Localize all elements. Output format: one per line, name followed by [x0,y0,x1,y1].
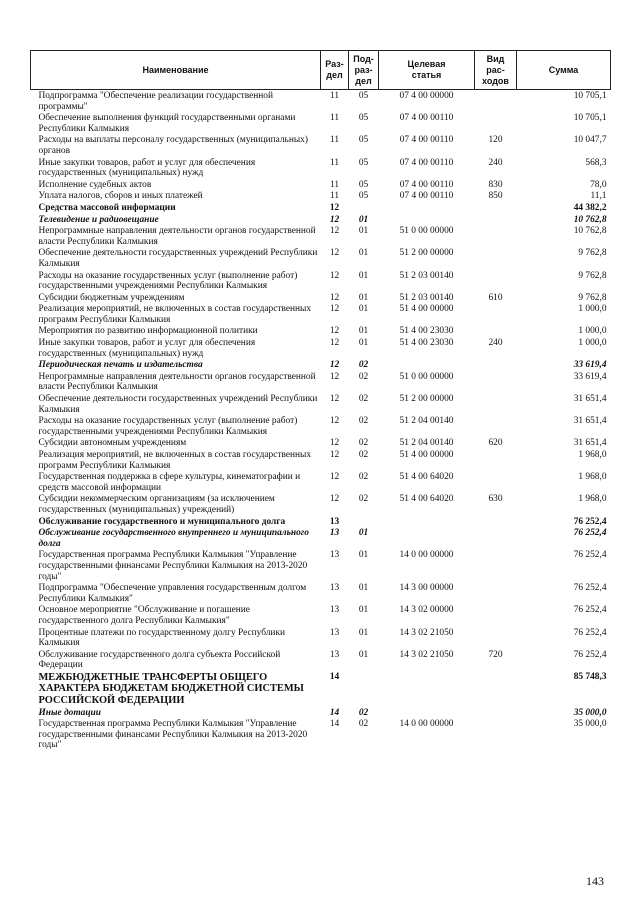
cell-expense-type: 240 [488,338,503,349]
table-row [31,360,611,372]
cell-expense-type [475,394,517,416]
cell-podrazdel: 01 [358,214,369,225]
cell-name: Телевидение и радиовещание [38,214,159,225]
cell-podrazdel: 01 [358,338,369,349]
cell-razdel: 12 [329,450,340,460]
cell-sum: 33 619,4 [573,360,607,371]
table-row [31,135,611,157]
cell-target-article [379,203,475,215]
cell-podrazdel: 02 [358,438,369,449]
cell-expense-type [475,719,517,752]
cell-sum: 11,1 [590,191,607,202]
cell-name: Расходы на оказание государственных услуг (выполнение работ) государственными учреждениями Республики Калмыкия [38,416,298,437]
header-expense-type-label: Вид рас- ходов [482,53,509,86]
cell-sum: 78,0 [590,179,607,190]
cell-name: Мероприятия по развитию информационной политики [38,326,258,337]
table-row [31,583,611,605]
cell-expense-type [475,326,517,338]
cell-target-article: 07 4 00 00110 [399,113,454,124]
cell-sum: 1 968,0 [578,450,607,460]
cell-target-article: 51 4 00 64020 [399,494,454,505]
cell-expense-type [475,672,517,708]
cell-target-article: 14 3 02 00000 [399,605,454,616]
cell-expense-type [475,304,517,326]
cell-sum: 1 000,0 [578,304,607,315]
cell-sum: 9 762,8 [578,292,607,303]
table-row [31,650,611,672]
cell-target-article [379,360,475,372]
cell-razdel: 12 [329,394,340,405]
table-row [31,248,611,270]
cell-name: Субсидии бюджетным учреждениям [38,292,185,303]
cell-expense-type: 850 [488,191,503,202]
cell-target-article: 14 0 00 00000 [399,719,454,730]
cell-name: Уплата налогов, сборов и иных платежей [38,191,203,202]
cell-podrazdel: 02 [358,371,369,382]
cell-expense-type [475,583,517,605]
cell-expense-type: 630 [488,494,503,505]
cell-target-article [379,517,475,529]
cell-target-article: 07 4 00 00110 [399,179,454,190]
cell-podrazdel [349,672,379,708]
table-row [31,394,611,416]
cell-expense-type: 720 [488,649,503,660]
budget-table [30,50,611,752]
table-row [31,191,611,203]
cell-name: Непрограммные направления деятельности органов государственной власти Республики Калмыкия [38,226,316,247]
table-row [31,226,611,248]
cell-podrazdel: 02 [358,719,369,730]
cell-razdel: 12 [329,338,340,349]
cell-sum: 33 619,4 [573,371,607,382]
cell-expense-type [475,450,517,472]
cell-sum: 10 762,8 [573,214,607,225]
cell-target-article: 51 4 00 23030 [399,338,454,349]
cell-expense-type: 610 [488,292,503,303]
cell-name: Подпрограмма "Обеспечение реализации государственной программы" [38,91,273,112]
cell-sum: 76 252,4 [573,583,607,594]
cell-sum: 35 000,0 [573,707,607,718]
cell-podrazdel: 05 [358,113,369,124]
cell-podrazdel: 02 [358,450,369,460]
table-row [31,517,611,529]
cell-razdel: 12 [329,360,340,371]
cell-podrazdel: 02 [358,416,369,427]
cell-podrazdel: 01 [358,270,369,281]
cell-target-article [379,215,475,227]
cell-target-article [379,708,475,720]
table-row [31,416,611,438]
table-row [31,372,611,394]
cell-sum: 1 000,0 [578,338,607,349]
cell-sum: 1 968,0 [578,472,607,483]
cell-podrazdel: 02 [358,707,369,718]
cell-name: Реализация мероприятий, не включенных в состав государственных программ Республики Калмыкия [38,304,312,325]
cell-target-article: 07 4 00 00110 [399,191,454,202]
cell-name: Расходы на выплаты персоналу государственных (муниципальных) органов [38,135,308,156]
cell-sum: 85 748,3 [573,671,607,682]
table-row [31,628,611,650]
cell-name: Иные закупки товаров, работ и услуг для обеспечения государственных (муниципальных) нужд [38,338,256,359]
cell-podrazdel [349,203,379,215]
cell-razdel: 11 [329,113,340,124]
table-row [31,605,611,627]
cell-expense-type [475,605,517,627]
header-podrazdel-label: Под- раз- дел [353,53,374,86]
cell-target-article: 51 2 03 00140 [399,292,454,303]
cell-target-article: 51 2 03 00140 [399,270,454,281]
cell-expense-type [475,203,517,215]
cell-podrazdel: 02 [358,494,369,505]
cell-podrazdel: 01 [358,583,369,594]
cell-podrazdel: 01 [358,304,369,315]
cell-name: МЕЖБЮДЖЕТНЫЕ ТРАНСФЕРТЫ ОБЩЕГО ХАРАКТЕРА БЮДЖЕТАМ БЮДЖЕТНОЙ СИСТЕМЫ РОССИЙСКОЙ ФЕДЕРАЦИИ [38,671,304,707]
header-sum-label: Сумма [548,64,579,75]
cell-razdel: 12 [329,214,340,225]
cell-target-article: 14 3 02 21050 [399,649,454,660]
cell-razdel: 12 [329,270,340,281]
cell-razdel: 14 [329,707,340,718]
cell-podrazdel: 01 [358,292,369,303]
cell-name: Процентные платежи по государственному долгу Республики Калмыкия [38,627,286,649]
cell-expense-type [475,372,517,394]
cell-name: Государственная программа Республики Калмыкия "Управление государственными финансами Республики Калмыкия на 2013-2020 годы" [38,550,308,582]
cell-razdel: 12 [329,438,340,449]
cell-target-article: 07 4 00 00110 [399,157,454,168]
cell-name: Обслуживание государственного долга субъекта Российской Федерации [38,649,281,671]
cell-sum: 31 651,4 [573,438,607,449]
table-header-row [31,51,611,90]
cell-podrazdel: 01 [358,528,369,539]
table-row [31,438,611,450]
cell-target-article: 51 0 00 00000 [399,226,454,237]
cell-razdel: 12 [329,226,340,237]
cell-razdel: 13 [329,649,340,660]
cell-name: Обслуживание государственного и муниципального долга [38,516,286,527]
cell-razdel: 13 [329,550,340,561]
cell-target-article: 14 3 02 21050 [399,627,454,638]
cell-target-article [379,672,475,708]
cell-name: Подпрограмма "Обеспечение управления государственным долгом Республики Калмыкия" [38,583,307,604]
cell-razdel: 13 [329,516,340,527]
cell-podrazdel: 01 [358,627,369,638]
cell-expense-type [475,113,517,135]
cell-name: Расходы на оказание государственных услуг (выполнение работ) государственными учреждениями Республики Калмыкия [38,270,298,292]
cell-podrazdel: 01 [358,550,369,561]
cell-sum: 10 762,8 [573,226,607,237]
cell-podrazdel: 01 [358,605,369,616]
cell-sum: 10 705,1 [573,91,607,101]
cell-podrazdel: 01 [358,649,369,660]
cell-sum: 76 252,4 [573,605,607,616]
cell-name: Иные закупки товаров, работ и услуг для обеспечения государственных (муниципальных) нужд [38,157,256,179]
cell-sum: 31 651,4 [573,416,607,427]
table-body [31,90,611,753]
page-number: 143 [586,874,604,888]
cell-name: Обеспечение выполнения функций государственными органами Республики Калмыкия [38,113,296,134]
table-row [31,293,611,305]
table-row [31,494,611,516]
cell-name: Иные дотации [38,707,101,718]
cell-podrazdel: 05 [358,179,369,190]
cell-expense-type [475,472,517,494]
cell-target-article: 14 0 00 00000 [399,550,454,561]
cell-name: Обеспечение деятельности государственных учреждений Республики Калмыкия [38,394,318,415]
table-row [31,215,611,227]
cell-expense-type: 830 [488,179,503,190]
cell-razdel: 11 [329,157,340,168]
cell-podrazdel: 01 [358,226,369,237]
cell-target-article: 07 4 00 00000 [399,91,454,101]
table-row [31,550,611,583]
cell-sum: 76 252,4 [573,528,607,539]
cell-expense-type: 240 [488,157,503,168]
cell-podrazdel: 02 [358,360,369,371]
table-row [31,672,611,708]
table-row [31,304,611,326]
cell-razdel: 12 [329,371,340,382]
cell-sum: 10 705,1 [573,113,607,124]
table-row [31,158,611,180]
cell-podrazdel: 05 [358,191,369,202]
cell-target-article: 51 4 00 23030 [399,326,454,337]
table-row [31,338,611,360]
cell-name: Исполнение судебных актов [38,179,152,190]
cell-expense-type [475,271,517,293]
cell-podrazdel: 02 [358,394,369,405]
cell-name: Субсидии некоммерческим организациям (за исключением государственных (муниципальных) учреждений) [38,494,275,515]
cell-razdel: 12 [329,202,340,213]
table-row [31,472,611,494]
cell-name: Государственная поддержка в сфере культуры, кинематографии и средств массовой информации [38,472,301,493]
cell-expense-type [475,248,517,270]
cell-razdel: 13 [329,583,340,594]
cell-razdel: 12 [329,494,340,505]
cell-razdel: 11 [329,179,340,190]
table-row [31,90,611,114]
table-row [31,203,611,215]
cell-target-article: 51 2 00 00000 [399,394,454,405]
cell-sum: 76 252,4 [573,550,607,561]
cell-razdel: 11 [329,91,340,101]
cell-sum: 1 000,0 [578,326,607,337]
table-row [31,180,611,192]
cell-razdel: 12 [329,472,340,483]
cell-razdel: 13 [329,627,340,638]
cell-name: Субсидии автономным учреждениям [38,438,187,449]
cell-podrazdel: 01 [358,326,369,337]
budget-document [30,50,610,752]
cell-podrazdel: 02 [358,472,369,483]
table-row [31,271,611,293]
cell-razdel: 12 [329,416,340,427]
cell-sum: 10 047,7 [573,135,607,146]
cell-name: Периодическая печать и издательства [38,360,203,371]
cell-target-article: 51 0 00 00000 [399,371,454,382]
header-razdel [321,51,349,90]
cell-name: Реализация мероприятий, не включенных в состав государственных программ Республики Калмыкия [38,450,312,471]
cell-sum: 31 651,4 [573,394,607,405]
cell-target-article: 51 2 00 00000 [399,248,454,259]
header-name-label: Наименование [142,64,209,75]
cell-podrazdel: 05 [358,135,369,146]
cell-target-article: 07 4 00 00110 [399,135,454,146]
table-row [31,528,611,550]
cell-name: Средства массовой информации [38,202,176,213]
cell-target-article [379,528,475,550]
cell-name: Обслуживание государственного внутреннего и муниципального долга [38,528,309,549]
cell-razdel: 13 [329,605,340,616]
table-row [31,708,611,720]
header-podrazdel [349,51,379,90]
cell-razdel: 12 [329,326,340,337]
cell-sum: 76 252,4 [573,649,607,660]
cell-name: Непрограммные направления деятельности органов государственной власти Республики Калмыкия [38,371,316,393]
header-target-article [379,51,475,90]
cell-expense-type: 620 [488,438,503,449]
cell-target-article: 51 2 04 00140 [399,416,454,427]
cell-sum: 9 762,8 [578,248,607,259]
cell-target-article: 51 4 00 64020 [399,472,454,483]
cell-target-article: 14 3 00 00000 [399,583,454,594]
cell-expense-type [475,360,517,372]
header-name [31,51,321,90]
cell-expense-type [475,90,517,114]
table-row [31,450,611,472]
cell-expense-type [475,528,517,550]
header-expense-type [475,51,517,90]
table-row [31,113,611,135]
cell-razdel: 14 [329,671,340,682]
cell-target-article: 51 4 00 00000 [399,304,454,315]
cell-expense-type [475,708,517,720]
cell-razdel: 14 [329,719,340,730]
cell-name: Государственная программа Республики Калмыкия "Управление государственными финансами Республики Калмыкия на 2013-2020 годы" [38,719,308,751]
header-target-article-label: Целевая статья [407,59,446,80]
header-sum [517,51,611,90]
cell-podrazdel: 05 [358,157,369,168]
cell-sum: 44 382,2 [573,202,607,213]
cell-razdel: 12 [329,248,340,259]
cell-name: Основное мероприятие "Обслуживание и погашение государственного долга Республики Калмыкия" [38,605,250,626]
cell-name: Обеспечение деятельности государственных учреждений Республики Калмыкия [38,248,318,269]
cell-razdel: 12 [329,292,340,303]
cell-expense-type: 120 [488,135,503,146]
cell-expense-type [475,416,517,438]
cell-expense-type [475,215,517,227]
cell-sum: 76 252,4 [573,627,607,638]
cell-podrazdel: 05 [358,91,369,101]
cell-razdel: 11 [329,191,340,202]
cell-podrazdel: 01 [358,248,369,259]
cell-razdel: 13 [329,528,340,539]
cell-expense-type [475,628,517,650]
cell-razdel: 12 [329,304,340,315]
cell-sum: 35 000,0 [573,719,607,730]
cell-expense-type [475,517,517,529]
cell-sum: 9 762,8 [578,270,607,281]
table-row [31,719,611,752]
cell-expense-type [475,550,517,583]
cell-target-article: 51 4 00 00000 [399,450,454,460]
cell-sum: 568,3 [585,157,607,168]
cell-target-article: 51 2 04 00140 [399,438,454,449]
cell-sum: 1 968,0 [578,494,607,505]
cell-podrazdel [349,517,379,529]
cell-razdel: 11 [329,135,340,146]
cell-sum: 76 252,4 [573,516,607,527]
table-row [31,326,611,338]
header-razdel-label: Раз- дел [325,59,344,80]
cell-expense-type [475,226,517,248]
